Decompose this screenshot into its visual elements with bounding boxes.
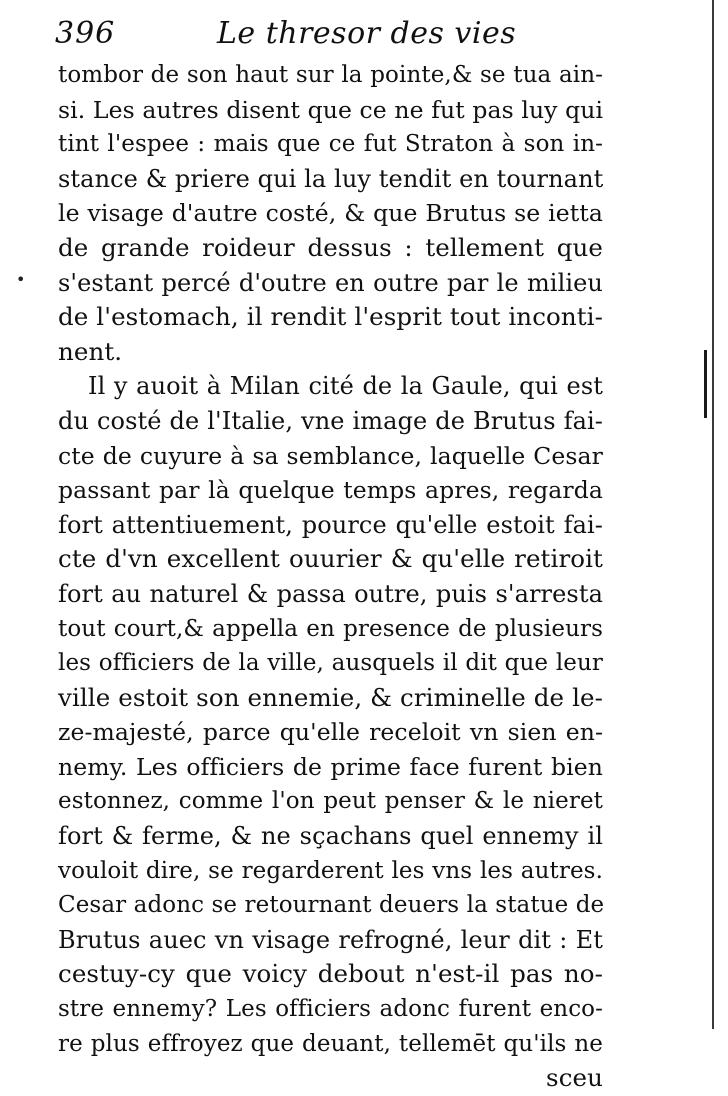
text-line: fort & ferme, & ne sçachans quel ennemy il: [58, 822, 603, 851]
margin-bracket: [704, 350, 707, 418]
text-line: passant par là quelque temps apres, regarda: [58, 476, 603, 505]
catchword: sceu: [546, 1063, 603, 1093]
text-line: cestuy-cy que voicy debout n'est-il pas no-: [58, 959, 603, 989]
text-line: stre ennemy? Les officiers adonc furent enco-: [58, 996, 603, 1023]
text-line: Cesar adonc se retournant deuers la statue de: [58, 892, 605, 919]
text-line: nemy. Les officiers de prime face furent bien: [58, 752, 603, 781]
text-line: fort au naturel & passa outre, puis s'arresta: [58, 579, 603, 608]
text-line: si. Les autres disent que ce ne fut pas luy qui: [58, 95, 604, 124]
text-line: re plus effroyez que deuant, tellemēt qu'ils ne: [58, 1030, 603, 1057]
body-text: [58, 58, 603, 1096]
text-line: Brutus auec vn visage refrogné, leur dit : Et: [58, 925, 603, 954]
text-line: tombor de son haut sur la pointe,& se tua ain-: [58, 62, 603, 88]
text-line: tint l'espee : mais que ce fut Straton à son in-: [58, 131, 603, 158]
text-line: ze-majesté, parce qu'elle receloit vn sien en-: [58, 718, 603, 747]
text-line: s'estant percé d'outre en outre par le milieu: [58, 268, 603, 297]
text-line: ville estoit son ennemie, & criminelle de le-: [58, 682, 603, 712]
margin-mark: •: [16, 270, 26, 289]
text-line: fort attentiuement, pource qu'elle estoit fai-: [58, 510, 603, 539]
text-line: stance & priere qui la luy tendit en tournant: [58, 164, 604, 193]
text-line: le visage d'autre costé, & que Brutus se ietta: [58, 199, 603, 228]
text-line: vouloit dire, se regarderent les vns les autres.: [58, 857, 603, 884]
text-line: cte d'vn excellent ouurier & qu'elle retiroit: [58, 544, 603, 574]
text-line: du costé de l'Italie, vne image de Brutus fai-: [58, 406, 603, 435]
text-line: estonnez, comme l'on peut penser & le nieret: [58, 788, 603, 815]
text-line: les officiers de la ville, ausquels il dit que leur: [58, 650, 603, 677]
paragraph-start-line: Il y auoit à Milan cité de la Gaule, qui est: [88, 372, 603, 401]
running-title: Le thresor des vies: [217, 16, 517, 51]
text-line: de grande roideur dessus : tellement que: [58, 232, 603, 262]
page-number: 396: [55, 16, 116, 51]
page-header: [55, 16, 615, 56]
text-line: cte de cuyure à sa semblance, laquelle Cesar: [58, 441, 603, 470]
text-line: de l'estomach, il rendit l'esprit tout inconti-: [58, 302, 603, 332]
text-line: nent.: [58, 336, 123, 366]
page-edge-shadow: [712, 0, 714, 1029]
text-line: tout court,& appella en presence de plusieurs: [58, 615, 603, 642]
